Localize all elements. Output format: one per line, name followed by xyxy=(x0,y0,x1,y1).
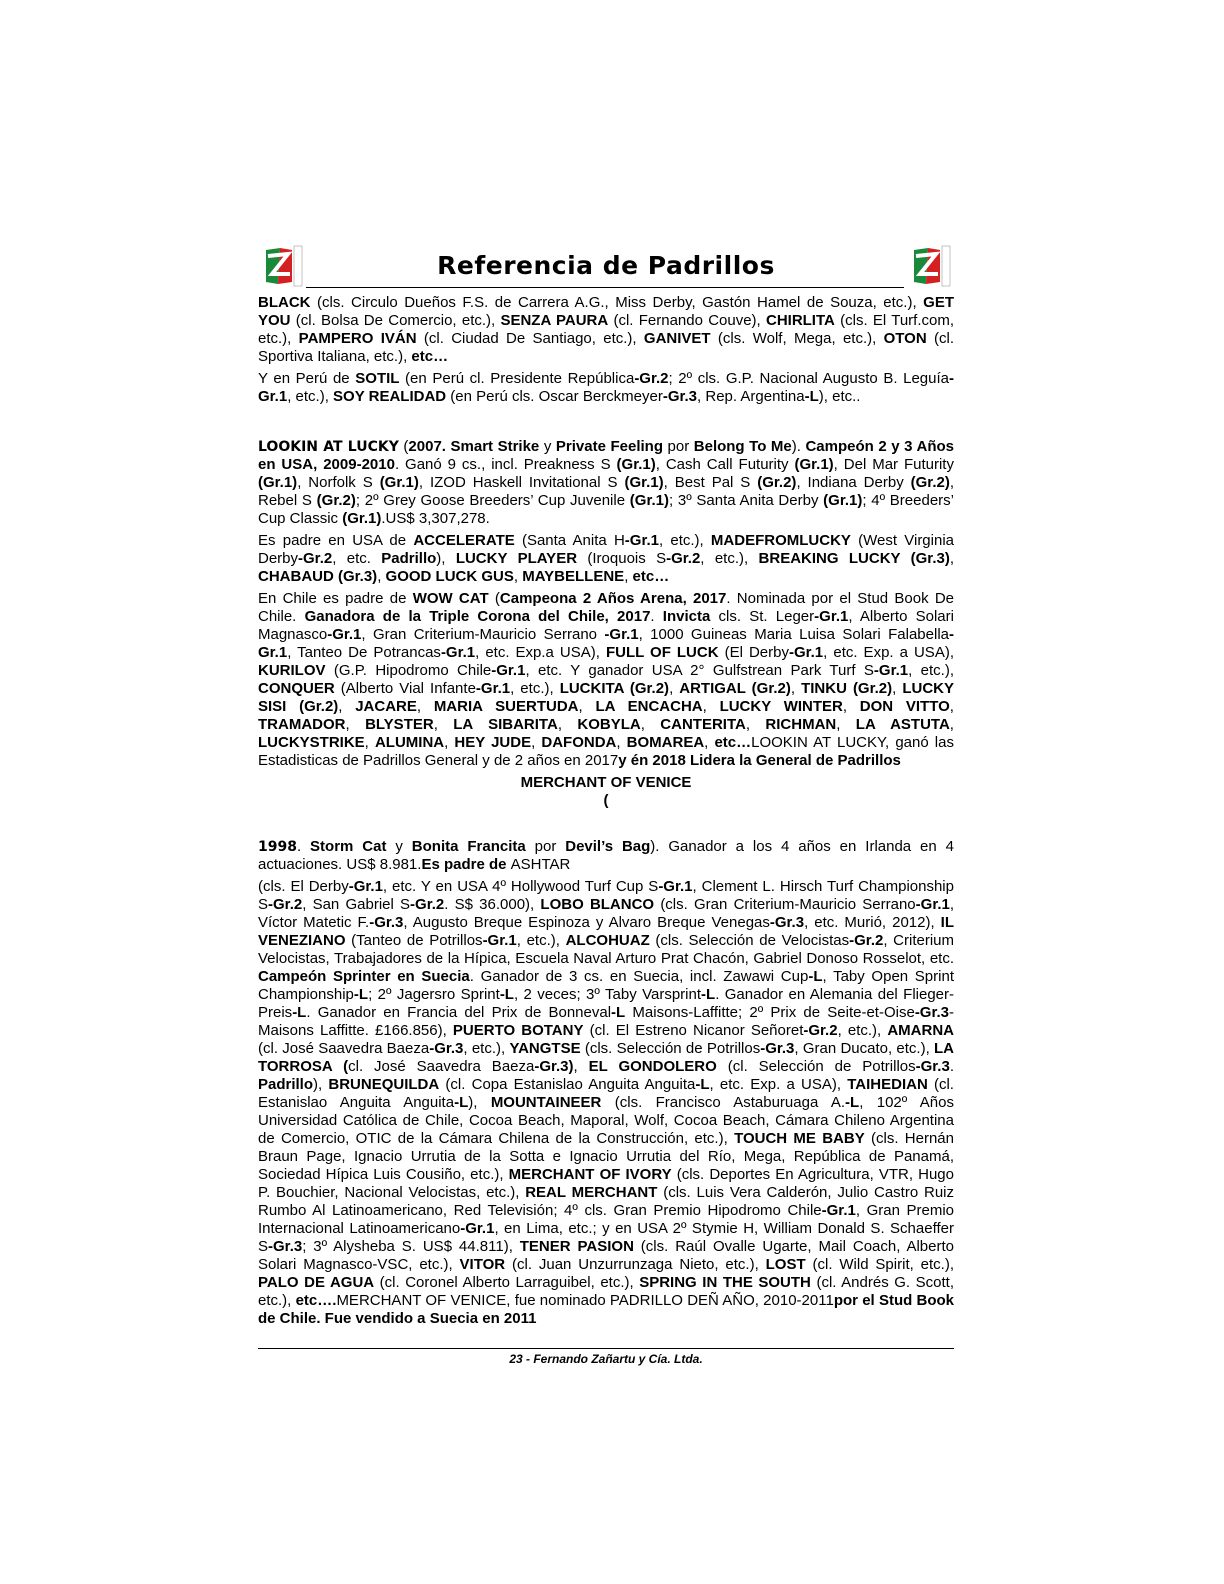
horse-name: -L xyxy=(695,1076,710,1093)
grade: (Gr.1) xyxy=(258,474,298,491)
pedigree: Es padre de xyxy=(421,856,511,873)
pedigree: Bonita Francita xyxy=(411,838,526,855)
grade: -Gr.1 xyxy=(788,644,824,661)
text-run: (cls. Luis Vera Calderón, Julio Castro Ruiz Rumbo Al Latinoamericano, Red Televisión; 4º cls. Gran Premio Hipodromo Chile xyxy=(258,1184,954,1219)
text-run: , Rep. Argentina xyxy=(697,388,805,405)
text-run: , Gran Criterium-Mauricio Serrano xyxy=(361,626,605,643)
text-run: (cl. Estanislao Anguita Anguita xyxy=(258,1076,954,1111)
horse-name: WOW CAT xyxy=(412,590,489,607)
text-run: ; 2º Jagersro Sprint xyxy=(368,986,500,1003)
text-run: . xyxy=(650,608,663,625)
horse-name: SPRING IN THE SOUTH xyxy=(639,1274,811,1291)
horse-name: CANTERITA xyxy=(660,716,746,733)
text-run: , 2 veces; 3º Taby Varsprint xyxy=(513,986,702,1003)
text-run: (cls. Gran Criterium-Mauricio Serrano xyxy=(654,896,916,913)
section-gap xyxy=(258,810,954,838)
grade: -Gr.1 xyxy=(624,532,659,549)
horse-name: LUCKYSTRIKE xyxy=(258,734,365,751)
text-run: (cl. Sportiva Italiana, etc.), xyxy=(258,330,955,365)
text-run: ), xyxy=(468,1094,491,1111)
text-run: , xyxy=(842,698,860,715)
text-run: (Iroquois S xyxy=(577,550,667,567)
stallion-name: LOOKIN AT LUCKY xyxy=(258,439,399,455)
grade: -Gr.1 xyxy=(475,680,511,697)
text-run: (cl. Andrés G. Scott, etc.), xyxy=(258,1274,954,1309)
text-run: , xyxy=(949,716,954,733)
horse-name: ARTIGAL (Gr.2) xyxy=(679,680,791,697)
text-run: , etc.), xyxy=(287,388,334,405)
grade: -Gr.1 xyxy=(873,662,909,679)
text-run: , en Lima, etc.; y en USA 2º Stymie H, William Donald S. Schaeffer S xyxy=(258,1220,954,1255)
grade: -Gr.1 xyxy=(814,608,849,625)
text-run: ). xyxy=(791,438,806,455)
text-run: , etc.), xyxy=(700,550,759,567)
text-run: Y en Perú de xyxy=(258,370,356,387)
text-run: , etc. xyxy=(332,550,382,567)
horse-name: TINKU (Gr.2) xyxy=(801,680,893,697)
text-run: . Ganador en Alemania del Flieger-Preis xyxy=(258,986,954,1021)
horse-name: GOOD LUCK GUS xyxy=(385,568,514,585)
text-run: , xyxy=(338,698,356,715)
text-run: , xyxy=(616,734,627,751)
horse-name: -L xyxy=(845,1094,860,1111)
footer-rule xyxy=(258,1348,954,1349)
text-run: (cl. Selección de Potrillos xyxy=(716,1058,916,1075)
horse-name: BLYSTER xyxy=(365,716,434,733)
text-run: (cls. Hernán Braun Page, Ignacio Urrutia de la Sotta e Ignacio Urrutia del Río, Mega, República de Panamá, Sociedad Hípica Luis Cousiño, etc.), xyxy=(258,1130,954,1183)
grade: -L xyxy=(804,388,819,405)
horse-name: HEY JUDE xyxy=(454,734,532,751)
horse-name: BLACK xyxy=(258,294,311,311)
text-run: , etc.), xyxy=(908,662,954,679)
text-run: , Tanteo De Potrancas xyxy=(287,644,441,661)
text-run: , xyxy=(704,734,715,751)
text-run: , xyxy=(433,716,454,733)
text-run: . xyxy=(296,838,311,855)
horse-name: -Gr.3) xyxy=(534,1058,574,1075)
text-run: ASHTAR xyxy=(510,856,571,873)
text-run: , Víctor Matetic F. xyxy=(258,896,955,931)
text-run: , Taby Open Sprint Championship xyxy=(258,968,954,1003)
text-run: (cl. El Estreno Nicanor Señoret xyxy=(583,1022,804,1039)
text-run: ; 2º Grey Goose Breeders’ Cup Juvenile xyxy=(355,492,630,509)
grade: -Gr.2 xyxy=(298,550,333,567)
horse-name: CONQUER xyxy=(258,680,335,697)
horse-name: REAL MERCHANT xyxy=(525,1184,658,1201)
horse-name: MERCHANT OF IVORY xyxy=(508,1166,672,1183)
grade: -Gr.3 xyxy=(268,1238,303,1255)
page-footer: 23 - Fernando Zañartu y Cía. Ltda. xyxy=(509,1352,703,1366)
grade: LOBO BLANCO xyxy=(540,896,655,913)
grade: MOUNTAINEER xyxy=(490,1094,602,1111)
horse-name: DAFONDA xyxy=(541,734,617,751)
text-run: , Norfolk S xyxy=(297,474,380,491)
text-run: (cls. Francisco Astaburuaga A. xyxy=(601,1094,846,1111)
text-run: (G.P. Hipodromo Chile xyxy=(325,662,492,679)
horse-name: PAMPERO IVÁN xyxy=(298,330,417,347)
horse-name: ALUMINA xyxy=(374,734,445,751)
grade: -Gr.1 xyxy=(658,878,693,895)
text-run: , Best Pal S xyxy=(663,474,758,491)
horse-name: FULL OF LUCK xyxy=(605,644,719,661)
grade: EL GONDOLERO xyxy=(588,1058,717,1075)
note-line: ( xyxy=(603,792,609,809)
text-run: (cl. Coronel Alberto Larraguibel, etc.), xyxy=(374,1274,640,1291)
text-run: (cl. Fernando Couve), xyxy=(608,312,766,329)
text-run: , 1000 Guineas Maria Luisa Solari Falabella xyxy=(638,626,949,643)
horse-name: CHIRLITA xyxy=(765,312,835,329)
stallion-name: 1998 xyxy=(258,839,297,855)
horse-name: -Gr.2 xyxy=(849,932,884,949)
text-run: (Santa Anita H xyxy=(514,532,625,549)
text-run: , xyxy=(557,716,578,733)
text-run: , Gran Ducato, etc.), xyxy=(794,1040,935,1057)
grade: -L xyxy=(499,986,514,1003)
horse-name: MAYBELLENE xyxy=(522,568,625,585)
title: Invicta xyxy=(662,608,711,625)
horse-name: LA SIBARITA xyxy=(453,716,558,733)
grade: (Gr.2) xyxy=(757,474,797,491)
text-run: , xyxy=(573,1058,589,1075)
text-run: . Ganador de 3 cs. en Suecia, incl. Zawawi Cup xyxy=(469,968,809,985)
grade: (Gr.1) xyxy=(629,492,669,509)
horse-name: -Gr.1 xyxy=(482,932,517,949)
horse-name: JACARE xyxy=(355,698,417,715)
text-run: ; 3º Alysheba S. US$ 44.811), xyxy=(302,1238,520,1255)
text-run: (cl. José Saavedra Baeza xyxy=(258,1040,430,1057)
horse-name: SOTIL xyxy=(355,370,400,387)
text-run: ; 2º cls. G.P. Nacional Augusto B. Leguía xyxy=(668,370,950,387)
grade: -Gr.2 xyxy=(634,370,669,387)
text-run: , xyxy=(531,734,542,751)
text-run: , IZOD Haskell Invitational S xyxy=(418,474,625,491)
grade: TOUCH ME BABY xyxy=(734,1130,865,1147)
text-run: , xyxy=(578,698,596,715)
lookin-at-lucky-intro xyxy=(258,438,954,528)
grade: PUERTO BOTANY xyxy=(452,1022,584,1039)
text-run: , xyxy=(416,698,434,715)
text-run: , xyxy=(513,568,523,585)
text-run: . Nominada por el Stud Book De Chile. xyxy=(258,590,954,625)
grade: -Gr.1 xyxy=(491,662,526,679)
pedigree: Belong To Me xyxy=(693,438,792,455)
text-run: . Ganó 9 cs., incl. Preakness S xyxy=(394,456,617,473)
horse-name: MADEFROMLUCKY xyxy=(710,532,851,549)
text-run: , etc.), xyxy=(463,1040,510,1057)
grade: (Gr.1) xyxy=(616,456,656,473)
horse-name: LUCKY SISI (Gr.2) xyxy=(258,680,954,715)
grade: (Gr.2) xyxy=(316,492,356,509)
text-run: , etc. Y en USA 4º Hollywood Turf Cup S xyxy=(382,878,659,895)
horse-name: -Gr.1 xyxy=(348,878,383,895)
text-run: . Ganador en Francia del Prix de Bonneval xyxy=(306,1004,612,1021)
horse-name: -Gr.3 xyxy=(915,1058,950,1075)
title: Ganadora de la Triple Corona del Chile, 2017 xyxy=(304,608,651,625)
text-run: y xyxy=(539,438,556,455)
horse-name: LOST xyxy=(765,1256,806,1273)
text-run: ), xyxy=(313,1076,329,1093)
horse-name: OTON xyxy=(883,330,927,347)
grade: Campeón Sprinter en Suecia xyxy=(258,968,470,985)
text-run: (cls. Raúl Ovalle Ugarte, Mail Coach, Alberto Solari Magnasco-VSC, etc.), xyxy=(258,1238,954,1273)
text-run: (en Perú cls. Oscar Berckmeyer xyxy=(446,388,663,405)
horse-name: LUCKY WINTER xyxy=(719,698,843,715)
etc: y én 2018 Lidera la General de Padrillos xyxy=(618,752,901,769)
grade: (Gr.1) xyxy=(794,456,834,473)
grade: IL VENEZIANO xyxy=(258,914,954,949)
text-run: cls. St. Leger xyxy=(710,608,815,625)
grade: -Gr.2 xyxy=(666,550,701,567)
grade: -Gr.1 xyxy=(258,626,954,661)
grade: (Gr.2) xyxy=(910,474,950,491)
section-gap xyxy=(258,410,954,438)
text-run: , San Gabriel S xyxy=(302,896,411,913)
horse-name: MARIA SUERTUDA xyxy=(433,698,579,715)
text-run: (El Derby xyxy=(718,644,789,661)
text-run: , xyxy=(949,550,954,567)
text-run: , Gran Premio Internacional Latinoamericano xyxy=(258,1202,954,1237)
text-run: . S$ 36.000), xyxy=(444,896,541,913)
horse-name: LA ASTUTA xyxy=(855,716,950,733)
text-run: , xyxy=(377,568,386,585)
page-content xyxy=(258,294,954,1350)
text-run: , xyxy=(892,680,903,697)
text-run: . xyxy=(949,1058,954,1075)
grade: -L xyxy=(701,986,716,1003)
text-run: MERCHANT OF VENICE, fue nominado PADRILLO DEÑ AÑO, 2010-2011 xyxy=(336,1292,834,1309)
grade: -Gr.1 xyxy=(258,370,955,405)
grade: (Gr.1) xyxy=(342,510,382,527)
text-run: (cl. Juan Unzurrunzaga Nieto, etc.), xyxy=(505,1256,766,1273)
text-run: cl. José Saavedra Baeza xyxy=(348,1058,535,1075)
text-run: (cl. Copa Estanislao Anguita Anguita xyxy=(439,1076,696,1093)
text-run: , Clement L. Hirsch Turf Championship S xyxy=(258,878,954,913)
lookin-at-lucky-chile-progeny xyxy=(258,590,954,770)
text-run: (cls. Selección de Velocistas xyxy=(649,932,850,949)
text-run: ), xyxy=(436,550,456,567)
pedigree: Devil’s Bag xyxy=(565,838,651,855)
grade: -Gr.1 xyxy=(440,644,476,661)
etc: etc… xyxy=(632,568,670,585)
text-run: , xyxy=(640,716,661,733)
etc: por el Stud Book de Chile. Fue vendido a Suecia en 2011 xyxy=(258,1292,954,1327)
grade: -Gr.3 xyxy=(914,1004,949,1021)
lookin-at-lucky-usa-progeny xyxy=(258,532,954,586)
text-run: (cl. Ciudad De Santiago, etc.), xyxy=(416,330,644,347)
pedigree: Private Feeling xyxy=(555,438,663,455)
horse-name: GET YOU xyxy=(258,294,954,329)
pedigree: 2007. Smart Strike xyxy=(408,438,540,455)
text-run: (Tanteo de Potrillos xyxy=(345,932,483,949)
text-run: ), etc.. xyxy=(818,388,861,405)
horse-name: etc… xyxy=(714,734,752,751)
padrillo: BRUNEQUILDA xyxy=(328,1076,440,1093)
merchant-of-venice-progeny xyxy=(258,878,954,1328)
text-run: , etc.), xyxy=(837,1022,888,1039)
grade: -Gr.3 xyxy=(369,914,404,931)
grade: LA TORROSA ( xyxy=(258,1040,955,1075)
text-run: (cls. El Derby xyxy=(258,878,349,895)
text-run: , etc.), xyxy=(516,932,566,949)
page-title: Referencia de Padrillos xyxy=(437,251,775,280)
horse-name: PALO DE AGUA xyxy=(258,1274,375,1291)
grade: TENER PASION xyxy=(519,1238,634,1255)
grade: -L xyxy=(292,1004,307,1021)
grade: (Gr.1) xyxy=(379,474,419,491)
horse-name: CHABAUD (Gr.3) xyxy=(258,568,378,585)
text-run: por xyxy=(525,838,566,855)
text-run: LOOKIN AT LUCKY, ganó las Estadisticas de Padrillos General y de 2 años en 2017 xyxy=(258,734,954,769)
text-run: y xyxy=(386,838,412,855)
horse-name: -Gr.1 xyxy=(915,896,950,913)
grade: -Gr.2 xyxy=(410,896,445,913)
text-run: , Indiana Derby xyxy=(796,474,911,491)
text-run: .US$ 3,307,278. xyxy=(381,510,490,527)
horse-name: -Gr.3 xyxy=(760,1040,795,1057)
text-run: -Maisons Laffitte. £166.856), xyxy=(258,1004,954,1039)
continuation-paragraph xyxy=(258,294,954,366)
horse-name: -Gr.3 xyxy=(429,1040,464,1057)
grade: AMARNA xyxy=(887,1022,954,1039)
lookin-at-lucky-note xyxy=(258,774,954,810)
text-run: , etc. Exp. a USA), xyxy=(823,644,954,661)
horse-name: -Gr.2 xyxy=(803,1022,838,1039)
text-run: , Del Mar Futurity xyxy=(833,456,954,473)
horse-name: SOY REALIDAD xyxy=(333,388,447,405)
text-run: (Alberto Vial Infante xyxy=(334,680,476,697)
horse-name: -Gr.1 xyxy=(821,1202,856,1219)
text-run: (cls. Selección de Potrillos xyxy=(580,1040,761,1057)
text-run: , xyxy=(745,716,766,733)
grade: -L xyxy=(353,986,369,1003)
text-run: , etc. Exp. a USA), xyxy=(709,1076,848,1093)
text-run: , xyxy=(702,698,720,715)
text-run: (cls. El Turf.com, etc.), xyxy=(258,312,954,347)
text-run: (West Virginia Derby xyxy=(258,532,955,567)
text-run: (cl. Wild Spirit, etc.), xyxy=(805,1256,954,1273)
pedigree: Storm Cat xyxy=(310,838,387,855)
etc: etc… xyxy=(411,348,449,365)
text-run: ( xyxy=(488,590,500,607)
horse-name: KURILOV xyxy=(258,662,326,679)
horse-name: RICHMAN xyxy=(765,716,837,733)
text-run: , Augusto Breque Espinoza y Alvaro Breque Venegas xyxy=(403,914,770,931)
text-run: , Alberto Solari Magnasco xyxy=(258,608,954,643)
page-header xyxy=(258,244,954,294)
text-run: , xyxy=(836,716,856,733)
text-run: , Cash Call Futurity xyxy=(655,456,795,473)
text-run: , xyxy=(364,734,375,751)
padrillo: Padrillo xyxy=(381,550,437,567)
text-run: ; 4º Breeders’ Cup Classic xyxy=(258,492,954,527)
grade: TAIHEDIAN xyxy=(847,1076,928,1093)
text-run: , etc.), xyxy=(510,680,560,697)
grade: -L xyxy=(611,1004,626,1021)
text-run: ; 3º Santa Anita Derby xyxy=(668,492,824,509)
title: Campeón 2 y 3 Años en USA, 2009-2010 xyxy=(258,438,954,473)
horse-name: DON VITTO xyxy=(859,698,950,715)
grade: -Gr.2 xyxy=(268,896,303,913)
text-run: ). Ganador a los 4 años en Irlanda en 4 actuaciones. US$ 8.981. xyxy=(258,838,954,873)
text-run: , xyxy=(345,716,366,733)
grade: ALCOHUAZ xyxy=(565,932,650,949)
grade: -Gr.3 xyxy=(662,388,698,405)
horse-name: GANIVET xyxy=(643,330,711,347)
horse-name: LA ENCACHA xyxy=(595,698,703,715)
text-run: por xyxy=(662,438,694,455)
title: Campeona 2 Años Arena, 2017 xyxy=(499,590,727,607)
horse-name: LUCKY PLAYER xyxy=(455,550,578,567)
grade: -Gr.1 xyxy=(327,626,362,643)
grade: YANGTSE xyxy=(509,1040,581,1057)
text-run: (cls. Circulo Dueños F.S. de Carrera A.G., Miss Derby, Gastón Hamel de Souza, etc.), xyxy=(310,294,924,311)
text-run: En Chile es padre de xyxy=(258,590,413,607)
text-run: , etc. Murió, 2012), xyxy=(804,914,941,931)
header-rule xyxy=(306,287,904,288)
text-run: (cls. Wolf, Mega, etc.), xyxy=(710,330,884,347)
horse-name: TRAMADOR xyxy=(258,716,346,733)
grade: Padrillo xyxy=(258,1076,314,1093)
text-run: , xyxy=(444,734,455,751)
zanartu-logo-right xyxy=(906,244,952,288)
horse-name: -L xyxy=(454,1094,469,1111)
text-run: , etc.), xyxy=(658,532,711,549)
text-run: , xyxy=(949,698,954,715)
text-run: , Criterium Velocistas, Trabajadores de la Hípica, Escuela Naval Arturo Prat Chacón, Gabriel Donoso Rosselot, etc. xyxy=(258,932,954,967)
horse-name: VITOR xyxy=(459,1256,506,1273)
horse-name: KOBYLA xyxy=(577,716,641,733)
text-run: , etc. Y ganador USA 2° Gulfstrean Park Turf S xyxy=(525,662,874,679)
grade: -Gr.3 xyxy=(769,914,805,931)
text-run: (cl. Bolsa De Comercio, etc.), xyxy=(290,312,501,329)
text-run: (cls. Deportes En Agricultura, VTR, Hugo P. Bouchier, Nacional Velocistas, etc.), xyxy=(258,1166,954,1201)
merchant-of-venice-intro xyxy=(258,838,954,874)
horse-name: BOMAREA xyxy=(626,734,705,751)
text-run: , Rebel S xyxy=(258,474,954,509)
text-run: , 102º Años Universidad Católica de Chile, Cocoa Beach, Maporal, Wolf, Cocoa Beach, Cámara Chileno Argentina de Comercio, OTIC de la Cámara Chilena de la Construcción, etc.), xyxy=(258,1094,954,1147)
text-run: Es padre en USA de xyxy=(258,532,414,549)
note-line: MERCHANT OF VENICE xyxy=(520,774,692,791)
horse-name: LUCKITA (Gr.2) xyxy=(559,680,670,697)
grade: -Gr.1 xyxy=(604,626,639,643)
text-run: Maisons-Laffitte; 2º Prix de Seite-et-Oise xyxy=(625,1004,915,1021)
text-run: , etc. Exp.a USA), xyxy=(475,644,606,661)
text-run: , xyxy=(624,568,633,585)
text-run: (en Perú cl. Presidente República xyxy=(399,370,635,387)
horse-name: ACCELERATE xyxy=(413,532,515,549)
title: -L xyxy=(808,968,823,985)
horse-name: BREAKING LUCKY (Gr.3) xyxy=(758,550,950,567)
peru-paragraph xyxy=(258,370,954,406)
grade: -Gr.1 xyxy=(460,1220,495,1237)
grade: (Gr.1) xyxy=(624,474,664,491)
text-run: , xyxy=(669,680,680,697)
horse-name: SENZA PAURA xyxy=(500,312,609,329)
horse-name: etc…. xyxy=(295,1292,337,1309)
grade: (Gr.1) xyxy=(823,492,863,509)
text-run: ( xyxy=(398,438,409,455)
text-run: , xyxy=(790,680,802,697)
